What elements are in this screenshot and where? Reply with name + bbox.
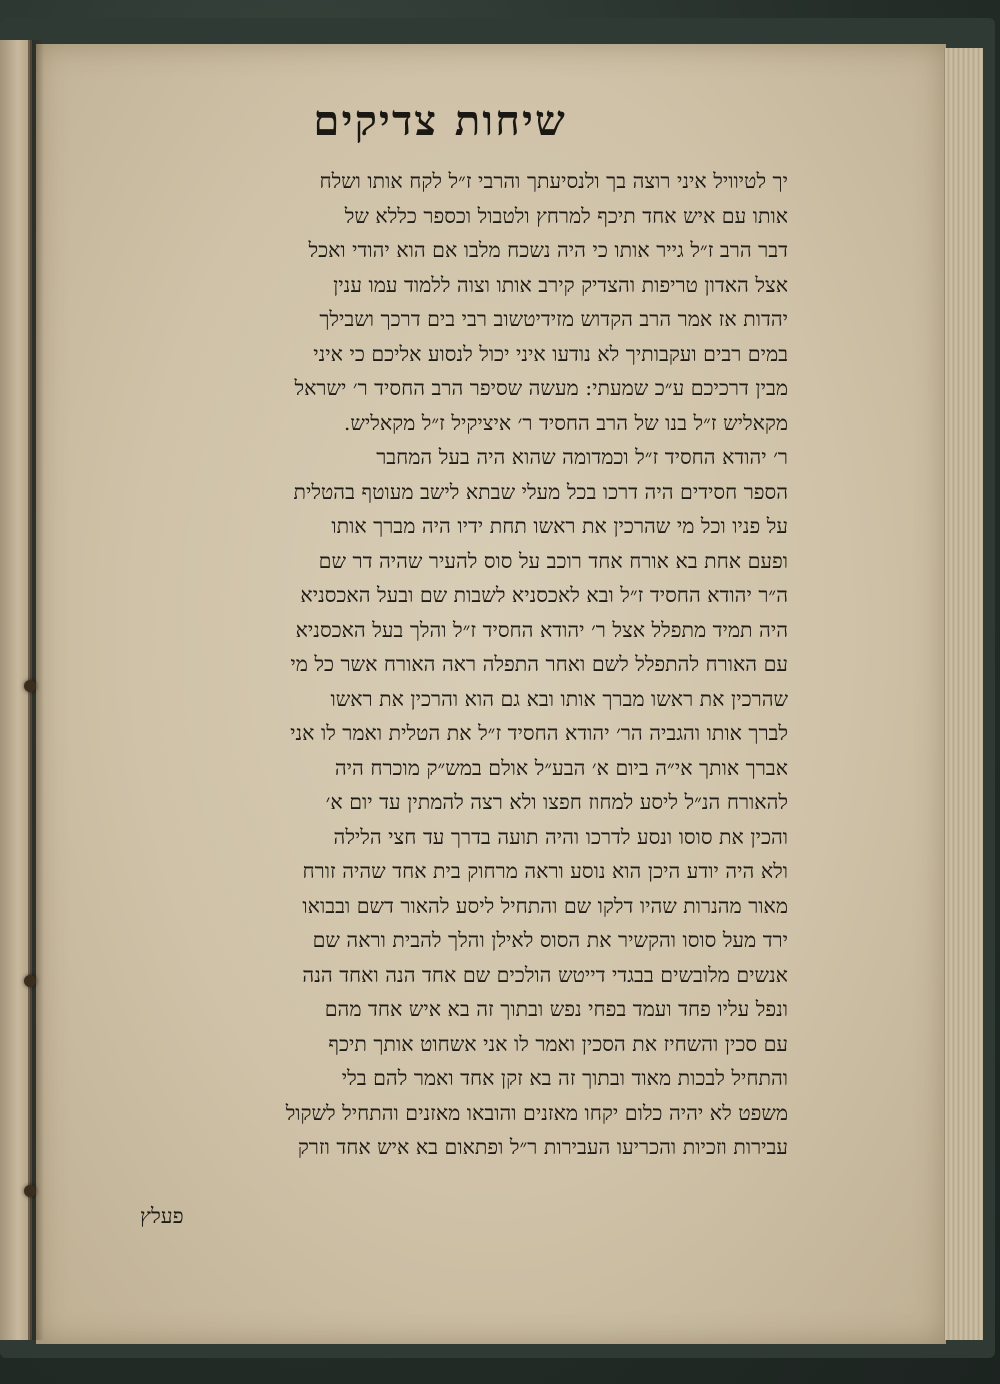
text-line: ולא היה יודע היכן הוא נוסע וראה מרחוק בית אחד שהיה זורח	[302, 859, 788, 883]
body-text	[66, 164, 788, 1165]
text-line: יהדות אז אמר הרב הקדוש מזידיטשוב רבי בים דרכך ושבילך	[319, 307, 788, 331]
text-line: עם האורח להתפלל לשם ואחר התפלה ראה האורח אשר כל מי	[290, 652, 788, 676]
text-line: ופעם אחת בא אורח אחד רוכב על סוס להעיר שהיה דר שם	[318, 548, 788, 573]
text-line: עבירות וזכיות והכריעו העבירות ר״ל ופתאום בא איש אחד וזרק	[297, 1135, 788, 1159]
text-line: ה״ר יהודא החסיד ז״ל ובא לאכסניא לשבות שם ובעל האכסניא	[300, 583, 788, 607]
text-line: ירד מעל סוסו והקשיר את הסוס לאילן והלך להבית וראה שם	[312, 928, 788, 952]
page-stack-edges	[944, 48, 983, 1340]
text-line: עם סכין והשחיז את הסכין ואמר לו אני אשחוט אותך תיכף	[328, 1031, 788, 1056]
text-line: אותו עם איש אחד תיכף למרחץ ולטבול וכספר כללא של	[344, 203, 788, 228]
text-line: היה תמיד מתפלל אצל ר׳ יהודא החסיד ז״ל והלך בעל האכסניא	[295, 617, 788, 642]
text-line: אנשים מלובשים בבגדי דייטש הולכים שם אחד הנה ואחד הנה	[302, 962, 788, 987]
text-line: במים רבים ועקבותיך לא נודעו איני יכול לנסוע אליכם כי איני	[313, 341, 788, 366]
text-line: על פניו וכל מי שהרכין את ראשו תחת ידיו היה מברך אותו	[331, 514, 788, 538]
catchword: פעלץ	[140, 1204, 184, 1228]
binding-stitch	[24, 680, 36, 692]
text-line: להאורח הנ״ל ליסע למחוז חפצו ולא רצה להמתין עד יום א׳	[325, 790, 788, 814]
text-line: משפט לא יהיה כלום יקחו מאזנים והובאו מאזנים והתחיל לשקול	[285, 1100, 788, 1125]
text-line: מקאליש ז״ל בנו של הרב החסיד ר׳ איציקיל ז״ל מקאליש.	[343, 410, 788, 435]
text-line: הספר חסידים היה דרכו בכל מעלי שבתא לישב מעוטף בהטלית	[293, 479, 788, 504]
text-line: דבר הרב ז״ל גייר אותו כי היה נשכח מלבו אם הוא יהודי ואכל	[308, 238, 788, 262]
text-line: ר׳ יהודא החסיד ז״ל וכמדומה שהוא היה בעל המחבר	[376, 445, 788, 469]
binding-stitch	[24, 1185, 36, 1197]
text-line: והכין את סוסו ונסע לדרכו והיה תועה בדרך עד חצי הלילה	[333, 824, 788, 849]
text-line: והתחיל לבכות מאוד ובתוך זה בא זקן אחד ואמר להם בלי	[341, 1066, 788, 1090]
text-line: מבין דרכיכם ע״כ שמעתי: מעשה שסיפר הרב החסיד ר׳ ישראל	[294, 376, 788, 400]
text-line: שהרכין את ראשו מברך אותו ובא גם הוא והרכין את ראשו	[330, 686, 788, 711]
text-line: אצל האדון טריפות והצדיק קירב אותו וצוה ללמוד עמו ענין	[333, 272, 788, 297]
text-line: אברך אותך אי״ה ביום א׳ הבע״ל אולם במש״ק מוכרח היה	[334, 755, 788, 780]
text-line: ונפל עליו פחד ועמד בפחי נפש ובתוך זה בא איש אחד מהם	[324, 997, 788, 1021]
text-line: מאור מהנרות שהיו דלקו שם והתחיל ליסע להאור דשם ובבואו	[302, 893, 788, 918]
text-line: לברך אותו והגביה הר׳ יהודא החסיד ז״ל את הטלית ואמר לו אני	[290, 721, 788, 745]
page-title: שיחות צדיקים	[313, 96, 567, 145]
text-line: יך לטיוויל איני רוצה בך ולנסיעתך והרבי ז״ל לקח אותו ושלח	[319, 169, 788, 193]
binding-stitch	[24, 975, 36, 987]
